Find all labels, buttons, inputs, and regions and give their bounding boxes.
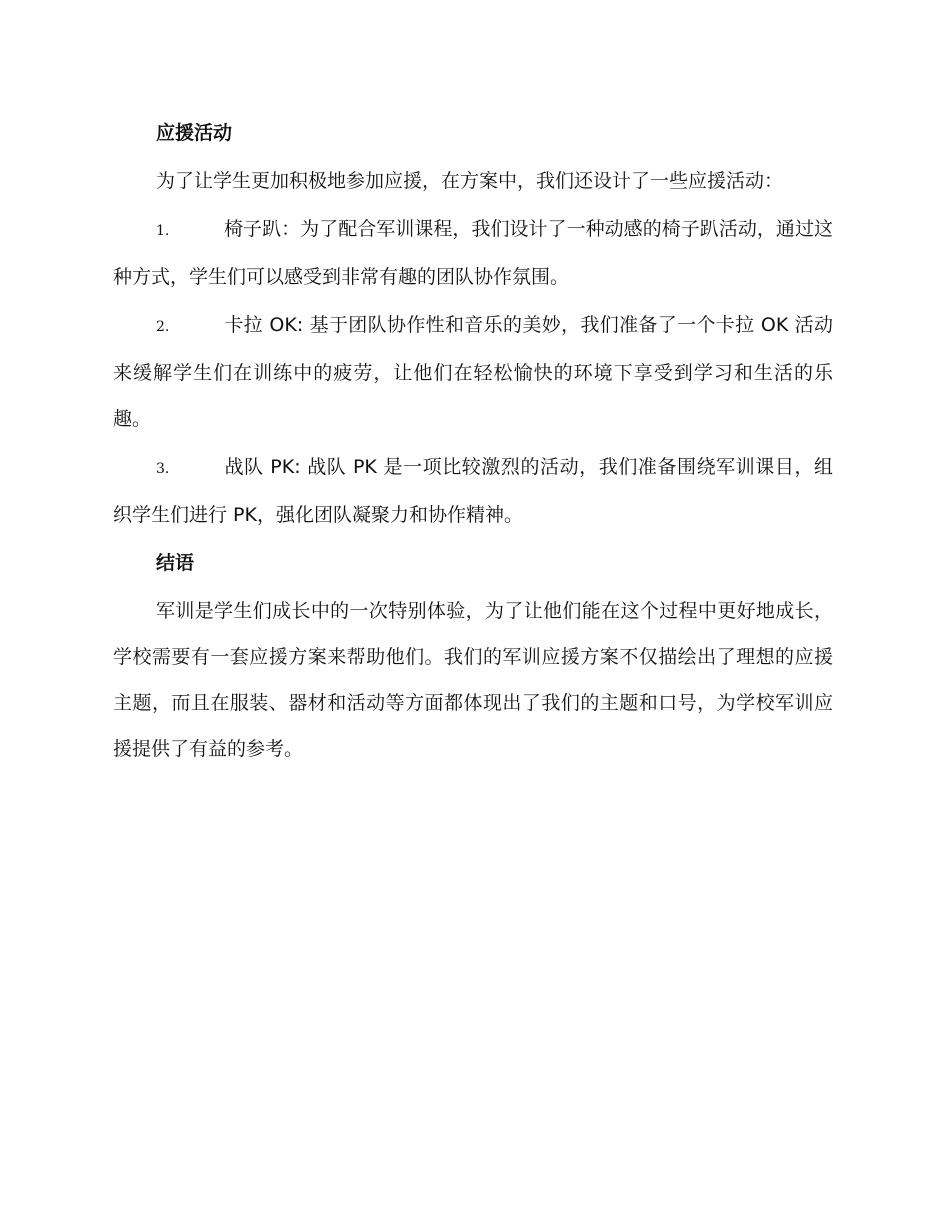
conclusion-paragraph: 军训是学生们成长中的一次特别体验，为了让他们能在这个过程中更好地成长，学校需要有一套应援方案来帮助他们。我们的军训应援方案不仅描绘出了理想的应援主题，而且在服装、器材和活动等方面都体现出了我们的主题和口号，为学校军训应援提供了有益的参考。 (113, 600, 833, 760)
document-page (113, 110, 833, 774)
list-item-number: 1. (156, 223, 170, 239)
list-item (113, 444, 833, 538)
list-item (113, 206, 833, 300)
list-item (113, 302, 833, 442)
section-heading-conclusion: 结语 (156, 552, 195, 574)
activities-intro-paragraph: 为了让学生更加积极地参加应援，在方案中，我们还设计了一些应援活动： (156, 170, 784, 192)
list-item-text: 椅子趴：为了配合军训课程，我们设计了一种动感的椅子趴活动，通过这种方式，学生们可以感受到非常有趣的团队协作氛围。 (113, 218, 833, 288)
list-item-number: 2. (156, 319, 170, 335)
list-item-text: 卡拉 OK: 基于团队协作性和音乐的美妙，我们准备了一个卡拉 OK 活动来缓解学生们在训练中的疲劳，让他们在轻松愉快的环境下享受到学习和生活的乐趣。 (113, 314, 833, 430)
list-item-text: 战队 PK: 战队 PK 是一项比较激烈的活动，我们准备围绕军训课目，组织学生们进行 PK，强化团队凝聚力和协作精神。 (113, 456, 833, 526)
section-heading-activities: 应援活动 (156, 122, 233, 144)
list-item-number: 3. (156, 461, 170, 477)
